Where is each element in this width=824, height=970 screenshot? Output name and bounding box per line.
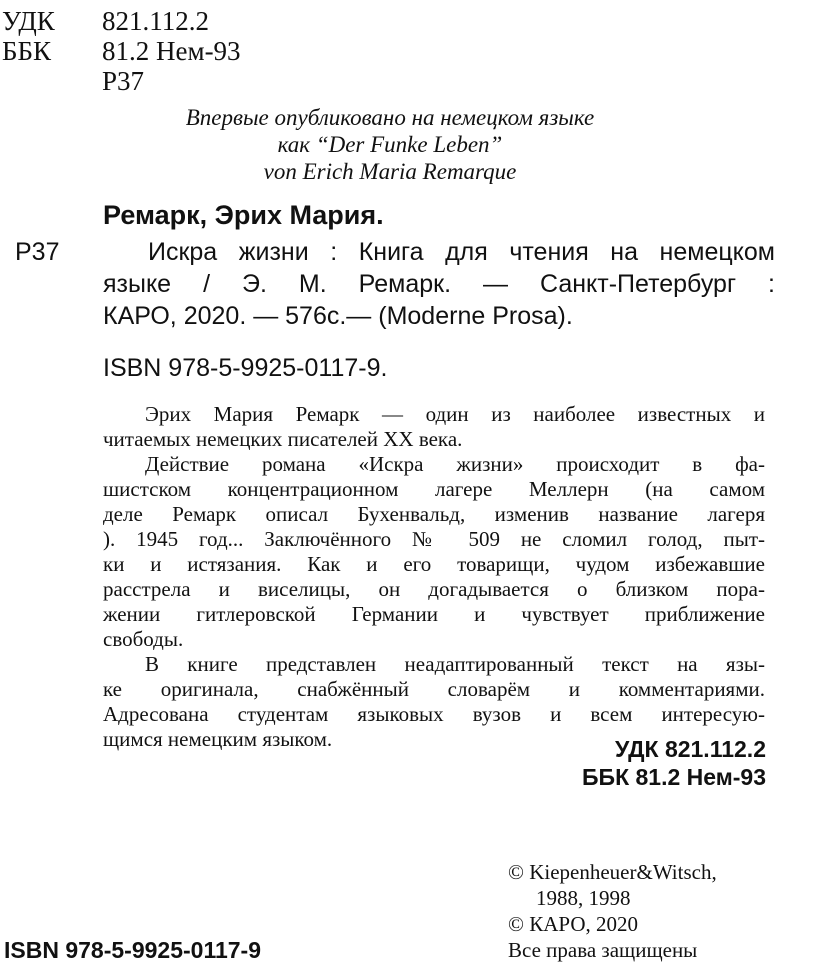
copyright-line-3: © КАРО, 2020 (508, 912, 638, 936)
isbn-bottom: ISBN 978-5-9925-0117-9 (4, 937, 261, 963)
record-title-block (103, 236, 775, 332)
annotation-line: ). 1945 год... Заключённого № 509 не сломил голод, пыт- (103, 527, 765, 551)
annotation-line: Действие романа «Искра жизни» происходит в фа- (145, 452, 765, 476)
annotation-line: щимся немецким языком. (103, 727, 333, 751)
record-title-line: языке / Э. М. Ремарк. — Санкт-Петербург : (103, 270, 775, 298)
bbk-label: ББК (2, 36, 52, 66)
record-isbn: ISBN 978-5-9925-0117-9. (103, 354, 388, 382)
annotation-line: читаемых немецких писателей XX века. (103, 427, 463, 451)
cutter-code: Р37 (102, 66, 145, 96)
first-published-line-1: Впервые опубликовано на немецком языке (185, 105, 595, 130)
copyright-line-2: 1988, 1998 (536, 886, 631, 910)
annotation-line: деле Ремарк описал Бухенвальд, изменив название лагеря (103, 502, 765, 526)
record-title-line: КАРО, 2020. — 576с.— (Moderne Prosa). (103, 302, 573, 330)
udk-label: УДК (2, 6, 55, 36)
annotation-line: ки и истязания. Как и его товарищи, чудом избежавшие (103, 552, 765, 576)
bbk-value: 81.2 Нем-93 (102, 36, 241, 66)
record-title-line: Искра жизни : Книга для чтения на немецком (148, 238, 775, 266)
annotation-line: расстрела и виселицы, он догадывается о близком пора- (103, 577, 765, 601)
first-published-line-2: как “Der Funke Leben” (277, 132, 503, 157)
annotation-line: свободы. (103, 627, 184, 651)
annotation-line: Эрих Мария Ремарк — один из наиболее известных и (145, 402, 765, 426)
copyright-line-1: © Kiepenheuer&Witsch, (508, 860, 717, 884)
record-author: Ремарк, Эрих Мария. (103, 200, 384, 230)
annotation-line: Адресована студентам языковых вузов и всем интересую- (103, 702, 765, 726)
annotation-line: жении гитлеровской Германии и чувствует приближение (103, 602, 765, 626)
record-cutter: Р37 (15, 238, 60, 266)
annotation-udk: УДК 821.112.2 (614, 736, 766, 762)
copyright-line-4: Все права защищены (508, 938, 698, 962)
annotation-bbk: ББК 81.2 Нем-93 (582, 764, 766, 790)
annotation (103, 402, 765, 752)
first-published-line-3: von Erich Maria Remarque (263, 159, 517, 184)
annotation-line: В книге представлен неадаптированный текст на язы- (145, 652, 765, 676)
annotation-line: шистском концентрационном лагере Меллерн (на самом (103, 477, 765, 501)
udk-value: 821.112.2 (102, 6, 209, 36)
annotation-line: ке оригинала, снабжённый словарём и комментариями. (103, 677, 765, 701)
